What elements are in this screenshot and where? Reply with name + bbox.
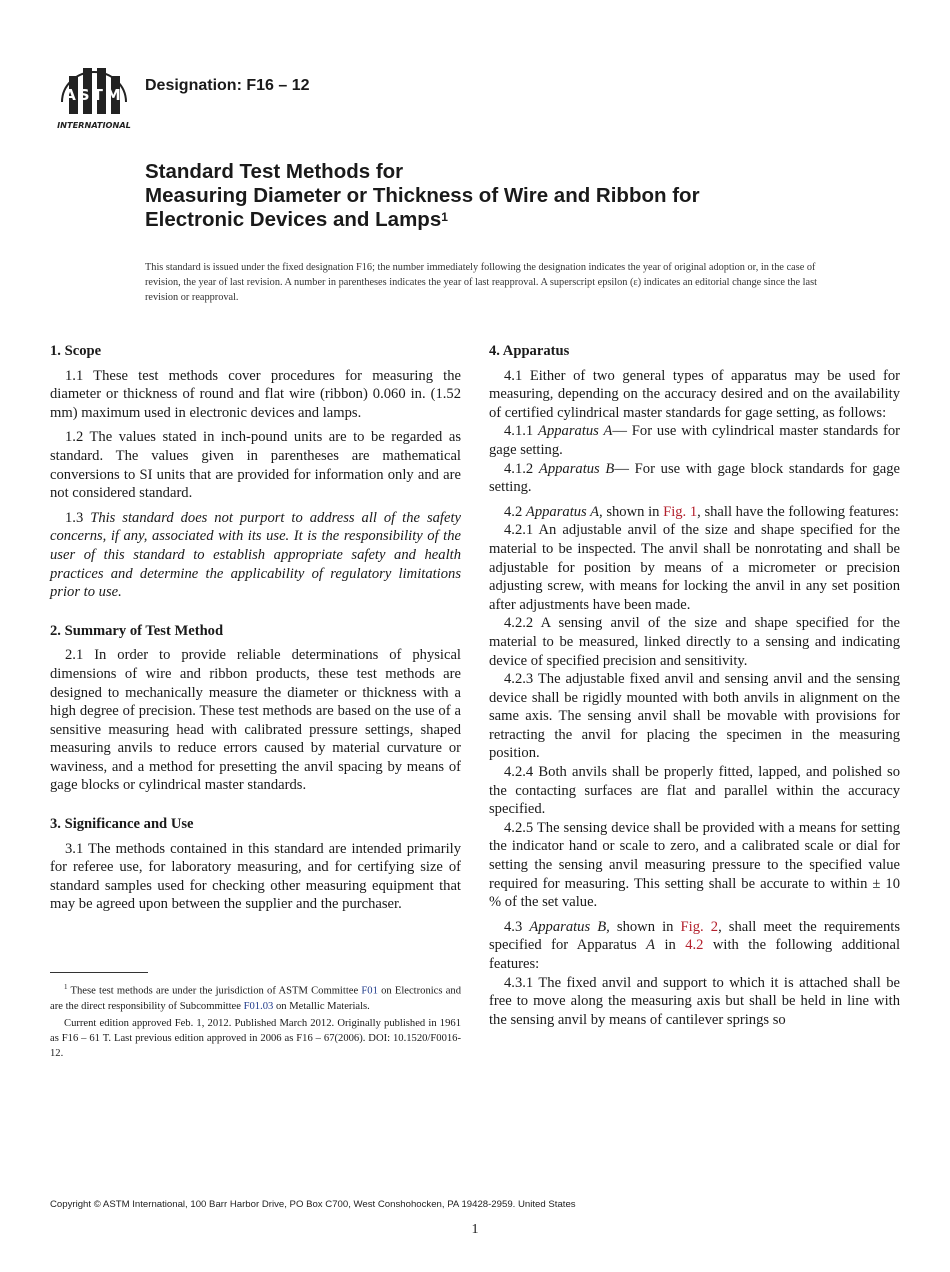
para-4-2-4: 4.2.4 Both anvils shall be properly fitted, lapped, and polished so the contacting surfaces are flat and parallel within the accuracy specified. — [489, 764, 900, 818]
para-4-2-label: Apparatus A, — [525, 503, 603, 520]
para-3-1: 3.1 The methods contained in this standard are intended primarily for referee use, for laboratory measuring, and for certifying size of standard samples used for checking other measuring equipment that may be agreed upon between the supplier and the purchaser. — [50, 840, 461, 913]
para-4-2-num: 4.2 — [504, 503, 523, 520]
para-4-3-label: Apparatus B, — [529, 918, 610, 935]
title-footnote-mark: 1 — [441, 210, 448, 224]
link-fig-2[interactable]: Fig. 2 — [680, 918, 719, 935]
para-4-2-2: 4.2.2 A sensing anvil of the size and shape specified for the material to be measured, linked directly to a sensing and indicating device of specified precision and sensitivity. — [489, 615, 900, 669]
footnote-1-text-c: on Metallic Materials. — [273, 1000, 370, 1012]
para-4-1-2-label: Apparatus B — [538, 460, 615, 477]
para-4-1-2-text: — For use with gage block standards for gage setting. — [489, 460, 901, 496]
title-line-2: Measuring Diameter or Thickness of Wire and Ribbon for — [145, 184, 700, 207]
section-apparatus-heading: 4. Apparatus — [489, 343, 570, 359]
para-4-2-1: 4.2.1 An adjustable anvil of the size and shape specified for the material to be inspected. The anvil shall be nonrotating and shall be adjustable for position by means of a micrometer or precision adjusting screw, with means for locking the anvil in any set position after adjustments have been made. — [489, 522, 900, 613]
footnote-1-mark: 1 — [64, 983, 68, 991]
section-scope-heading: 1. Scope — [50, 343, 102, 359]
section-summary-heading: 2. Summary of Test Method — [50, 622, 224, 639]
footnote-2: Current edition approved Feb. 1, 2012. Published March 2012. Originally published in 1961 as F16 – 61 T. Last previous edition approved in 2006 as F16 – 67(2006). DOI: 10.1520/F0016-12. — [50, 1017, 461, 1059]
para-4-3-text-b: , shall meet the requirements specified for Apparatus — [489, 918, 901, 954]
para-4-2 — [489, 503, 900, 522]
para-4-1-1-text: — For use with cylindrical master standards for gage setting. — [489, 423, 900, 458]
title-line-3 — [145, 208, 700, 232]
para-4-3-text-c: in — [655, 937, 686, 954]
designation: Designation: F16 – 12 — [145, 77, 310, 94]
title-line-3-text: Electronic Devices and Lamps — [145, 208, 442, 231]
issuance-note: This standard is issued under the fixed designation F16; the number immediately following the designation indicates the year of original adoption or, in the case of revision, the year of last revision. A number in parentheses indicates the year of last reapproval. A superscript epsilon (ε) indicates an editorial change since the last revision or reapproval. — [145, 262, 817, 303]
para-1-3-text: This standard does not purport to address all of the safety concerns, if any, associated with its use. It is the responsibility of the user of this standard to establish appropriate safety and health practices and determine the applicability of regulatory limitations prior to use. — [50, 509, 461, 601]
footnotes — [50, 980, 461, 1063]
title-line-1: Standard Test Methods for — [145, 160, 404, 183]
footnote-1 — [50, 980, 461, 1014]
para-4-2-text-a: shown in — [602, 503, 664, 520]
footnote-link-f01-03[interactable]: F01.03 — [243, 1000, 274, 1012]
para-4-2-text-b: , shall have the following features: — [697, 503, 899, 520]
para-4-1-2-num: 4.1.2 — [504, 460, 534, 477]
para-1-3 — [50, 509, 461, 602]
left-column — [50, 338, 461, 920]
document-title — [145, 160, 700, 232]
logo-text: ASTM — [64, 86, 124, 104]
footnote-1-text-a: These test methods are under the jurisdiction of ASTM Committee — [70, 985, 362, 997]
para-4-2-5: 4.2.5 The sensing device shall be provided with a means for setting the indicator hand or scale to zero, and a calibrated scale or dial for setting the sensing anvil measuring pressure to the specified value required for measuring. This setting shall be accurate to within ± 10 % of the set value. — [489, 819, 900, 911]
footnote-link-f01[interactable]: F01 — [361, 985, 378, 997]
para-4-3-apparatus-a: A — [646, 937, 656, 954]
footnote-1-text-b: on Electronics and are the direct responsibility of Subcommittee — [50, 985, 461, 1012]
para-1-1: 1.1 These test methods cover procedures for measuring the diameter or thickness of round and flat wire (ribbon) 0.060 in. (1.52 mm) maximum used in electronic devices and lamps. — [50, 367, 461, 421]
para-4-3-1: 4.3.1 The fixed anvil and support to which it is attached shall be free to move along the measuring axis but shall be held in line with the sensing anvil by means of cantilever springs so — [489, 974, 900, 1028]
footnote-rule — [50, 972, 148, 973]
para-4-1: 4.1 Either of two general types of apparatus may be used for measuring, depending on the accuracy desired and on the availability of certified cylindrical master standards for gage setting, as follows: — [489, 367, 900, 421]
link-section-4-2[interactable]: 4.2 — [685, 937, 704, 954]
para-4-3-text-a: shown in — [609, 918, 681, 935]
para-1-3-num: 1.3 — [65, 509, 84, 526]
para-4-3 — [489, 918, 900, 974]
copyright-notice: Copyright © ASTM International, 100 Barr Harbor Drive, PO Box C700, West Conshohocken, PA 19428-2959. United States — [50, 1199, 576, 1210]
section-significance-heading: 3. Significance and Use — [50, 816, 194, 833]
para-4-1-1 — [489, 422, 900, 459]
link-fig-1[interactable]: Fig. 1 — [663, 503, 698, 520]
astm-logo — [52, 60, 136, 132]
para-4-2-3: 4.2.3 The adjustable fixed anvil and sensing anvil and the sensing device shall be rigidly mounted with both anvils in alignment on the same axis. The sensing anvil shall be movable with provisions for retracting the anvil for placing the specimen in the measuring position. — [489, 671, 900, 762]
page-number: 1 — [471, 1222, 479, 1237]
para-4-1-2 — [489, 460, 900, 497]
logo-subtext: INTERNATIONAL — [57, 120, 131, 130]
para-4-1-1-label: Apparatus A — [538, 423, 613, 440]
para-1-2: 1.2 The values stated in inch-pound units are to be regarded as standard. The values given in parentheses are mathematical conversions to SI units that are provided for information only and are not considered standard. — [50, 429, 461, 502]
para-4-1-1-num: 4.1.1 — [504, 423, 534, 440]
para-4-3-text-d: with the following additional features: — [489, 937, 901, 972]
para-4-3-num: 4.3 — [504, 918, 523, 935]
right-column — [489, 338, 900, 1029]
para-2-1: 2.1 In order to provide reliable determinations of physical dimensions of wire and ribbon products, these test methods are designed to mechanically measure the diameter or thickness with a high degree of precision. These test methods are based on the use of a sensitive measuring head with calibrated pressure settings, shaped measuring anvils to reduce errors caused by material curvature or waviness, and a method for presetting the anvil spacing by means of gage blocks or cylindrical master standards. — [50, 647, 461, 794]
